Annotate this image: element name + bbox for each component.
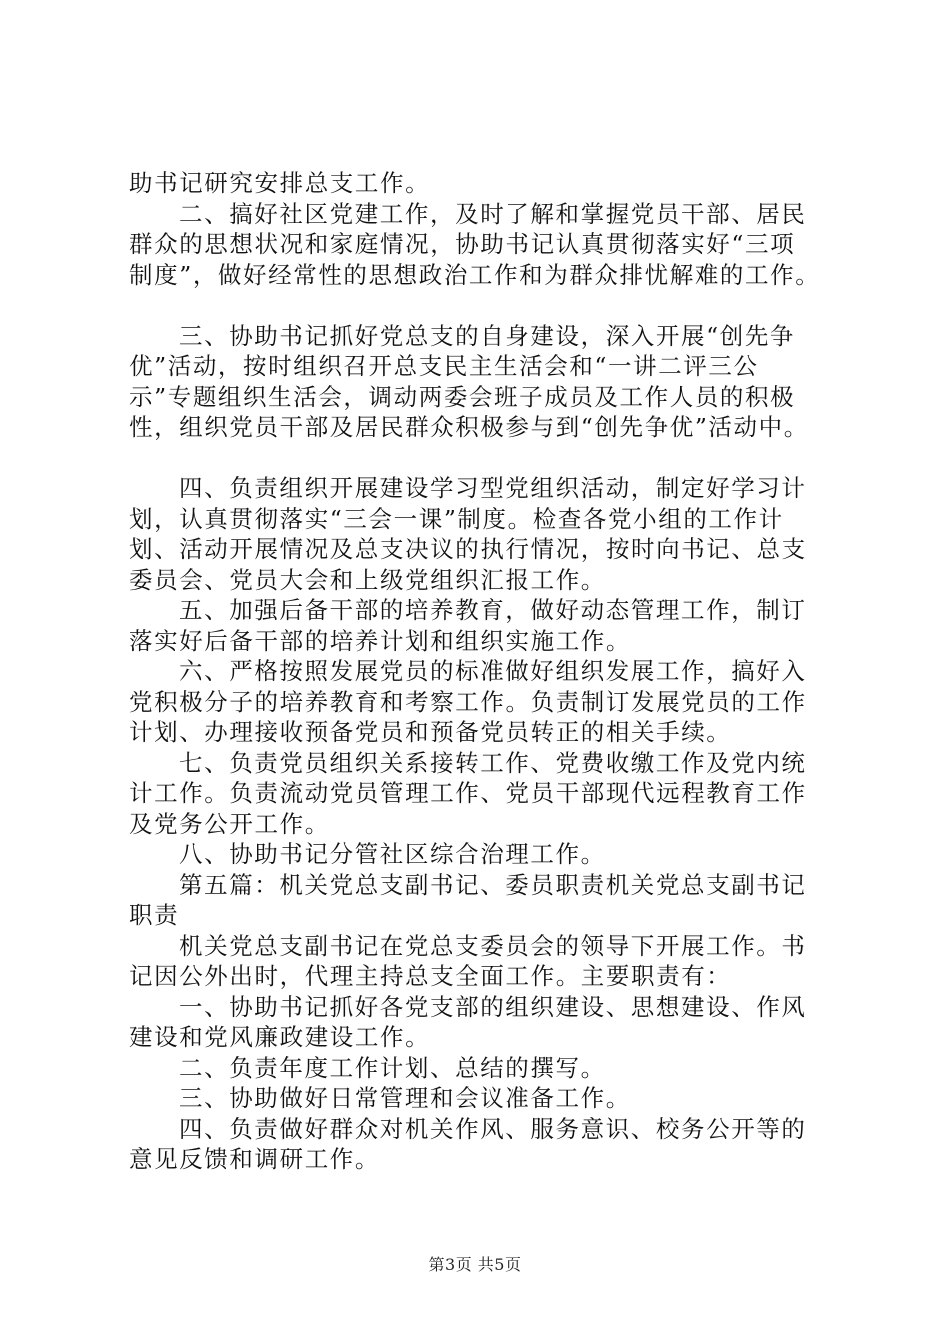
text-line: 意见反馈和调研工作。 <box>129 1145 380 1173</box>
text-line: 划、活动开展情况及总支决议的执行情况，按时向书记、总支 <box>129 535 807 563</box>
text-line: 助书记研究安排总支工作。 <box>129 169 431 197</box>
text-line: 党积极分子的培养教育和考察工作。负责制订发展党员的工作 <box>129 687 807 716</box>
text-line: 落实好后备干部的培养计划和组织实施工作。 <box>129 626 631 655</box>
text-line: 记因公外出时，代理主持总支全面工作。主要职责有： <box>129 962 732 990</box>
text-line: 八、协助书记分管社区综合治理工作。 <box>179 840 606 868</box>
text-line: 优”活动，按时组织召开总支民主生活会和“一讲二评三公 <box>129 352 759 380</box>
section-heading: 职责 <box>129 901 180 929</box>
section-heading: 第五篇：机关党总支副书记、委员职责机关党总支副书记 <box>179 870 807 899</box>
paragraph-gap <box>129 443 839 474</box>
text-line: 机关党总支副书记在党总支委员会的领导下开展工作。书 <box>179 931 807 960</box>
page-number-footer: 第3页 共5页 <box>428 1255 522 1274</box>
text-line: 计划、办理接收预备党员和预备党员转正的相关手续。 <box>129 718 732 746</box>
text-line: 四、负责做好群众对机关作风、服务意识、校务公开等的 <box>179 1114 807 1143</box>
paragraph-gap <box>129 290 839 321</box>
text-line: 计工作。负责流动党员管理工作、党员干部现代远程教育工作 <box>129 779 807 807</box>
text-line: 群众的思想状况和家庭情况，协助书记认真贯彻落实好“三项 <box>129 230 796 258</box>
text-line: 五、加强后备干部的培养教育，做好动态管理工作，制订 <box>179 596 807 624</box>
text-line: 及党务公开工作。 <box>129 809 330 838</box>
document-body <box>129 168 839 1175</box>
text-line: 划，认真贯彻落实“三会一课”制度。检查各党小组的工作计 <box>129 504 784 533</box>
text-line: 制度”，做好经常性的思想政治工作和为群众排忧解难的工作。 <box>129 260 821 289</box>
text-line: 示”专题组织生活会，调动两委会班子成员及工作人员的积极 <box>129 382 796 411</box>
text-line: 六、严格按照发展党员的标准做好组织发展工作，搞好入 <box>179 657 807 685</box>
text-line: 二、搞好社区党建工作，及时了解和掌握党员干部、居民 <box>179 199 807 228</box>
text-line: 三、协助书记抓好党总支的自身建设，深入开展“创先争 <box>179 321 796 350</box>
text-line: 建设和党风廉政建设工作。 <box>129 1023 431 1051</box>
text-line: 三、协助做好日常管理和会议准备工作。 <box>179 1084 631 1112</box>
text-line: 四、负责组织开展建设学习型党组织活动，制定好学习计 <box>179 474 807 502</box>
text-line: 七、负责党员组织关系接转工作、党费收缴工作及党内统 <box>179 748 807 777</box>
text-line: 性，组织党员干部及居民群众积极参与到“创先争优”活动中。 <box>129 413 809 441</box>
text-line: 委员会、党员大会和上级党组织汇报工作。 <box>129 565 606 594</box>
text-line: 二、负责年度工作计划、总结的撰写。 <box>179 1053 606 1082</box>
text-line: 一、协助书记抓好各党支部的组织建设、思想建设、作风 <box>179 992 807 1021</box>
